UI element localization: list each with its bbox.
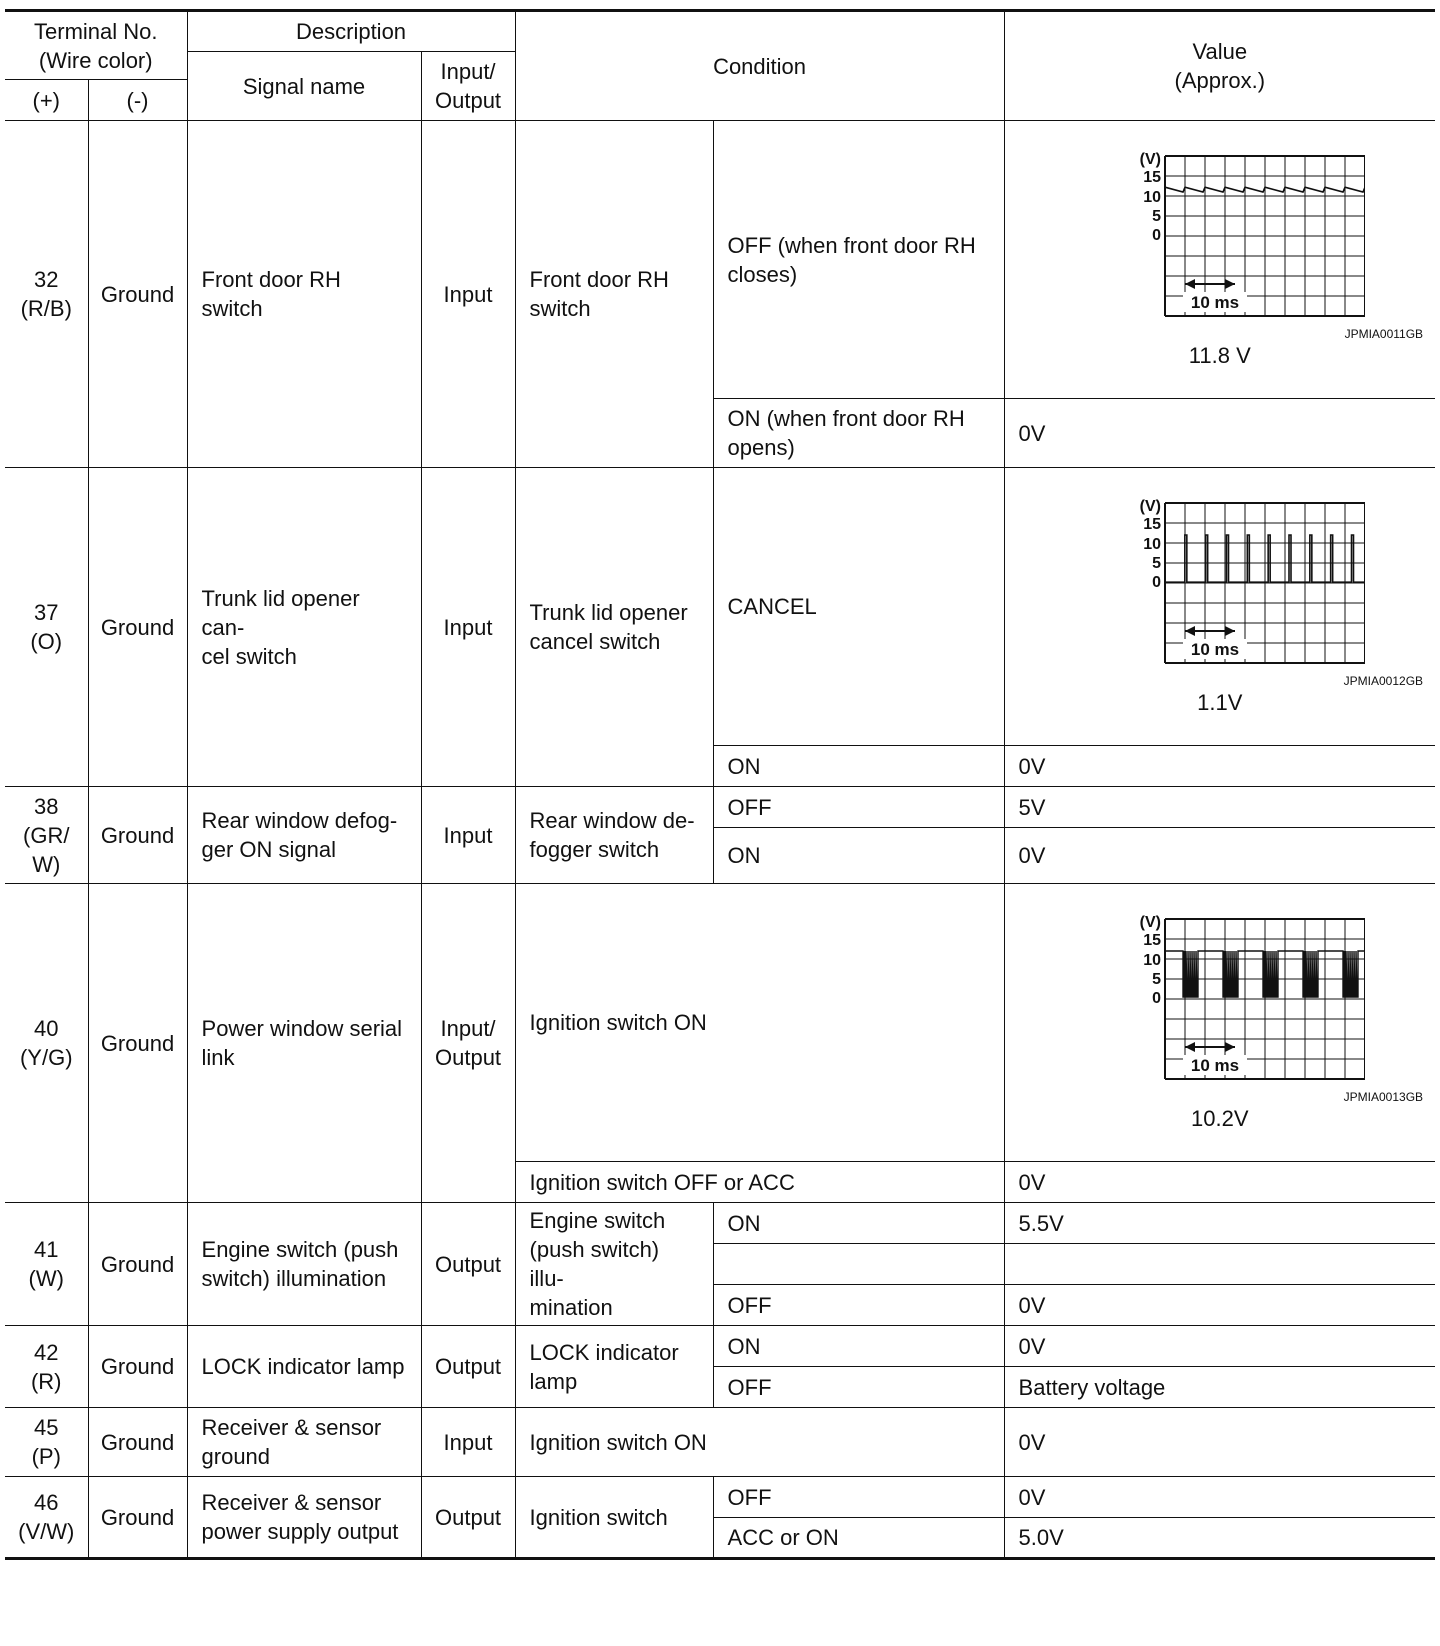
input-output: Output (421, 1477, 515, 1559)
terminal-no: 41 (W) (5, 1203, 88, 1326)
value: 0V (1004, 1408, 1435, 1477)
condition: Ignition switch ON (515, 884, 1004, 1162)
terminal-ground: Ground (88, 1408, 187, 1477)
y-tick-label: 10 (1143, 535, 1161, 553)
terminal-no: 45 (P) (5, 1408, 88, 1477)
header-value: Value (Approx.) (1004, 11, 1435, 121)
input-output: Input (421, 121, 515, 468)
table-row (5, 884, 1435, 1162)
value: 0V (1004, 1285, 1435, 1326)
value: 0V (1004, 1477, 1435, 1518)
input-output: Input (421, 787, 515, 884)
y-tick-label: 0 (1151, 573, 1161, 591)
signal-name: Rear window defog- ger ON signal (187, 787, 421, 884)
value: 0V (1004, 1162, 1435, 1203)
y-axis-unit: (V) (1139, 913, 1161, 931)
scale-label: 10 ms (1190, 1055, 1239, 1075)
value (1004, 1244, 1435, 1285)
table-row (5, 1203, 1435, 1244)
sub-condition: OFF (713, 1285, 1004, 1326)
signal-name: Front door RH switch (187, 121, 421, 468)
header-plus: (+) (5, 80, 88, 121)
waveform-value: 11.8 V (1188, 342, 1251, 368)
y-tick-label: 10 (1143, 951, 1161, 969)
terminal-spec-table (5, 9, 1435, 1560)
input-output: Output (421, 1326, 515, 1408)
scale-arrow-left (1185, 626, 1195, 636)
y-tick-label: 10 (1143, 188, 1161, 206)
condition: Ignition switch ON (515, 1408, 1004, 1477)
sub-condition: OFF (713, 787, 1004, 828)
value: 5.0V (1004, 1518, 1435, 1559)
sub-condition: OFF (when front door RH closes) (713, 121, 1004, 399)
sub-condition: ON (713, 1203, 1004, 1244)
sub-condition: OFF (713, 1477, 1004, 1518)
input-output: Output (421, 1203, 515, 1326)
terminal-ground: Ground (88, 1203, 187, 1326)
terminal-no: 40 (Y/G) (5, 884, 88, 1203)
y-tick-label: 0 (1151, 989, 1161, 1007)
sub-condition: ACC or ON (713, 1518, 1004, 1559)
scale-arrow-left (1185, 279, 1195, 289)
y-tick-label: 5 (1151, 970, 1161, 988)
value-waveform (1004, 121, 1435, 399)
sub-condition (713, 1244, 1004, 1285)
sub-condition: ON (713, 1326, 1004, 1367)
value-waveform (1004, 468, 1435, 746)
y-tick-label: 5 (1151, 554, 1161, 572)
condition: Engine switch (push switch) illu- mination (515, 1203, 713, 1326)
condition: Front door RH switch (515, 121, 713, 468)
header-signal-name: Signal name (187, 52, 421, 121)
terminal-ground: Ground (88, 121, 187, 468)
terminal-no: 42 (R) (5, 1326, 88, 1408)
y-tick-label: 15 (1143, 515, 1161, 533)
value: 5.5V (1004, 1203, 1435, 1244)
signal-name: Receiver & sensor ground (187, 1408, 421, 1477)
condition: Rear window de- fogger switch (515, 787, 713, 884)
table-row (5, 1408, 1435, 1477)
figure-code: JPMIA0011GB (1344, 326, 1424, 341)
sub-condition: ON (713, 746, 1004, 787)
header-minus: (-) (88, 80, 187, 121)
table-row (5, 1477, 1435, 1518)
y-tick-label: 0 (1151, 226, 1161, 244)
terminal-no: 32 (R/B) (5, 121, 88, 468)
signal-name: LOCK indicator lamp (187, 1326, 421, 1408)
signal-name: Engine switch (push switch) illumination (187, 1203, 421, 1326)
scale-arrow-right (1225, 279, 1235, 289)
header-condition: Condition (515, 11, 1004, 121)
figure-code: JPMIA0012GB (1343, 673, 1424, 688)
scale-label: 10 ms (1190, 292, 1239, 312)
terminal-ground: Ground (88, 884, 187, 1203)
terminal-ground: Ground (88, 1326, 187, 1408)
value: 5V (1004, 787, 1435, 828)
oscilloscope-waveform (1075, 150, 1365, 328)
table-row (5, 1326, 1435, 1367)
sub-condition: OFF (713, 1367, 1004, 1408)
value-waveform (1004, 884, 1435, 1162)
table-row (5, 787, 1435, 828)
condition: Ignition switch OFF or ACC (515, 1162, 1004, 1203)
y-tick-label: 5 (1151, 207, 1161, 225)
header-input-output: Input/ Output (421, 52, 515, 121)
value: 0V (1004, 828, 1435, 884)
table-row (5, 468, 1435, 746)
sub-condition: CANCEL (713, 468, 1004, 746)
scale-arrow-right (1225, 1042, 1235, 1052)
header-description: Description (187, 11, 515, 52)
y-tick-label: 15 (1143, 168, 1161, 186)
terminal-no: 37 (O) (5, 468, 88, 787)
sub-condition: ON (713, 828, 1004, 884)
input-output: Input (421, 1408, 515, 1477)
scale-arrow-left (1185, 1042, 1195, 1052)
signal-name: Power window serial link (187, 884, 421, 1203)
scale-arrow-right (1225, 626, 1235, 636)
value: 0V (1004, 1326, 1435, 1367)
terminal-no: 38 (GR/ W) (5, 787, 88, 884)
waveform-value: 1.1V (1197, 689, 1243, 715)
signal-name: Receiver & sensor power supply output (187, 1477, 421, 1559)
y-axis-unit: (V) (1139, 497, 1161, 515)
table-row (5, 121, 1435, 399)
terminal-ground: Ground (88, 468, 187, 787)
condition: LOCK indicator lamp (515, 1326, 713, 1408)
oscilloscope-waveform (1075, 913, 1365, 1091)
y-tick-label: 15 (1143, 931, 1161, 949)
y-axis-unit: (V) (1139, 150, 1161, 168)
sub-condition: ON (when front door RH opens) (713, 399, 1004, 468)
terminal-ground: Ground (88, 787, 187, 884)
signal-name: Trunk lid opener can- cel switch (187, 468, 421, 787)
figure-code: JPMIA0013GB (1343, 1089, 1424, 1104)
header-terminal: Terminal No. (Wire color) (5, 11, 187, 80)
waveform-value: 10.2V (1191, 1105, 1249, 1131)
value: 0V (1004, 746, 1435, 787)
scale-label: 10 ms (1190, 639, 1239, 659)
oscilloscope-waveform (1075, 497, 1365, 675)
value: 0V (1004, 399, 1435, 468)
value: Battery voltage (1004, 1367, 1435, 1408)
terminal-no: 46 (V/W) (5, 1477, 88, 1559)
input-output: Input (421, 468, 515, 787)
input-output: Input/ Output (421, 884, 515, 1203)
condition: Trunk lid opener cancel switch (515, 468, 713, 787)
condition: Ignition switch (515, 1477, 713, 1559)
terminal-ground: Ground (88, 1477, 187, 1559)
